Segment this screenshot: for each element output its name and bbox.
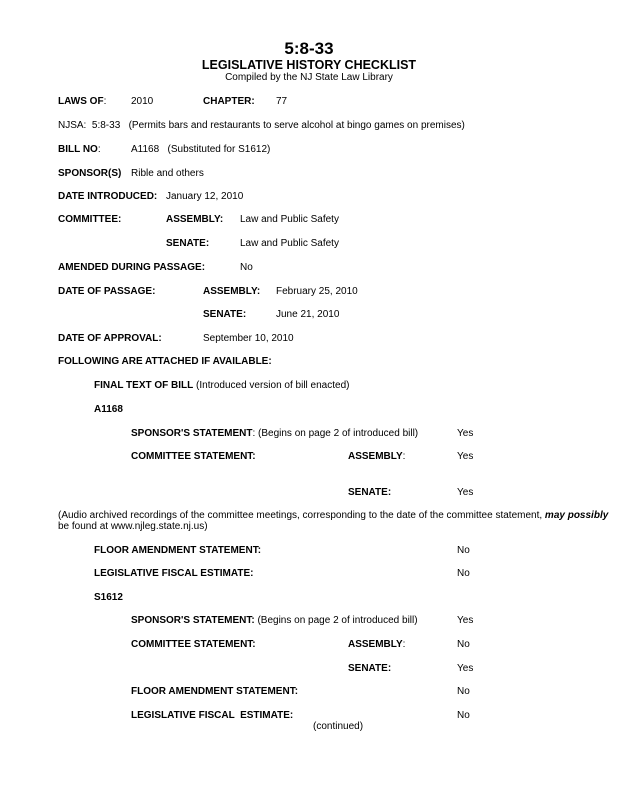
s1612-assembly-label: ASSEMBLY <box>348 639 403 650</box>
s1612-assembly-value: No <box>457 639 470 650</box>
approval-value: September 10, 2010 <box>203 333 294 344</box>
laws-of-year: 2010 <box>131 96 154 107</box>
s1612-sponsor-value: Yes <box>457 615 474 626</box>
passage-label: DATE OF PASSAGE: <box>58 286 156 297</box>
laws-of-label: LAWS OF <box>58 96 104 107</box>
bill-no-row <box>58 145 101 155</box>
a1168-sponsor-note: : (Begins on page 2 of introduced bill) <box>252 428 419 439</box>
a1168-assembly-colon: : <box>402 451 406 462</box>
s1612-fiscal-value: No <box>457 710 470 721</box>
bill-a1168-heading: A1168 <box>94 404 123 415</box>
s1612-floor-value: No <box>457 686 470 697</box>
compiled-by: Compiled by the NJ State Law Library <box>225 72 393 83</box>
sponsors-value: Rible and others <box>131 168 204 179</box>
s1612-fiscal-label: LEGISLATIVE FISCAL ESTIMATE: <box>131 710 294 721</box>
sponsors-label: SPONSOR(S) <box>58 168 122 179</box>
s1612-senate-value: Yes <box>457 663 474 674</box>
s1612-sponsor-row <box>131 616 418 626</box>
final-text-label: FINAL TEXT OF BILL <box>94 380 194 391</box>
a1168-assembly-label: ASSEMBLY <box>348 451 403 462</box>
attached-heading: FOLLOWING ARE ATTACHED IF AVAILABLE: <box>58 356 272 367</box>
s1612-committee-label: COMMITTEE STATEMENT: <box>131 639 256 650</box>
a1168-assembly-value: Yes <box>457 451 474 462</box>
a1168-assembly-row <box>348 452 405 462</box>
amended-value: No <box>240 262 253 273</box>
page-title: LEGISLATIVE HISTORY CHECKLIST <box>201 58 417 72</box>
s1612-senate-label: SENATE: <box>348 663 392 674</box>
njsa-line: NJSA: 5:8-33 (Permits bars and restaurants to serve alcohol at bingo games on premises) <box>58 120 465 131</box>
a1168-sponsor-row <box>131 429 418 439</box>
bill-s1612-heading: S1612 <box>94 592 123 603</box>
committee-senate-value: Law and Public Safety <box>240 238 339 249</box>
statute-number: 5:8-33 <box>284 39 334 58</box>
s1612-floor-label: FLOOR AMENDMENT STATEMENT: <box>131 686 299 697</box>
committee-senate-label: SENATE: <box>166 238 210 249</box>
date-introduced-label: DATE INTRODUCED: <box>58 191 158 202</box>
final-text-row <box>94 381 349 391</box>
bill-no-value: A1168 (Substituted for S1612) <box>131 144 271 155</box>
a1168-floor-value: No <box>457 545 470 556</box>
bill-no-label: BILL NO <box>58 144 98 155</box>
a1168-senate-label: SENATE: <box>348 487 392 498</box>
final-text-note: (Introduced version of bill enacted) <box>193 380 350 391</box>
chapter-label: CHAPTER: <box>203 96 255 107</box>
approval-label: DATE OF APPROVAL: <box>58 333 162 344</box>
a1168-sponsor-label: SPONSOR'S STATEMENT <box>131 428 253 439</box>
passage-senate-value: June 21, 2010 <box>276 309 340 320</box>
chapter-value: 77 <box>276 96 288 107</box>
audio-note-text: (Audio archived recordings of the committee meetings, corresponding to the date of the committee statement, <box>58 510 545 521</box>
continued-note: (continued) <box>313 721 364 732</box>
committee-assembly-value: Law and Public Safety <box>240 214 339 225</box>
a1168-floor-label: FLOOR AMENDMENT STATEMENT: <box>94 545 262 556</box>
s1612-assembly-colon: : <box>402 639 406 650</box>
audio-note-line2: be found at www.njleg.state.nj.us) <box>58 521 208 532</box>
a1168-fiscal-label: LEGISLATIVE FISCAL ESTIMATE: <box>94 568 254 579</box>
s1612-sponsor-note: (Begins on page 2 of introduced bill) <box>254 615 418 626</box>
laws-of-row <box>58 97 106 107</box>
a1168-committee-label: COMMITTEE STATEMENT: <box>131 451 256 462</box>
a1168-sponsor-value: Yes <box>457 428 474 439</box>
committee-label: COMMITTEE: <box>58 214 122 225</box>
audio-note-line1 <box>58 511 608 521</box>
bill-no-colon: : <box>97 144 101 155</box>
passage-assembly-value: February 25, 2010 <box>276 286 358 297</box>
date-introduced-value: January 12, 2010 <box>166 191 244 202</box>
passage-senate-label: SENATE: <box>203 309 247 320</box>
a1168-senate-value: Yes <box>457 487 474 498</box>
s1612-assembly-row <box>348 640 405 650</box>
laws-of-colon: : <box>103 96 107 107</box>
amended-label: AMENDED DURING PASSAGE: <box>58 262 206 273</box>
s1612-sponsor-label: SPONSOR'S STATEMENT: <box>131 615 255 626</box>
a1168-fiscal-value: No <box>457 568 470 579</box>
audio-note-emphasis: may possibly <box>544 510 609 521</box>
committee-assembly-label: ASSEMBLY: <box>166 214 224 225</box>
passage-assembly-label: ASSEMBLY: <box>203 286 261 297</box>
